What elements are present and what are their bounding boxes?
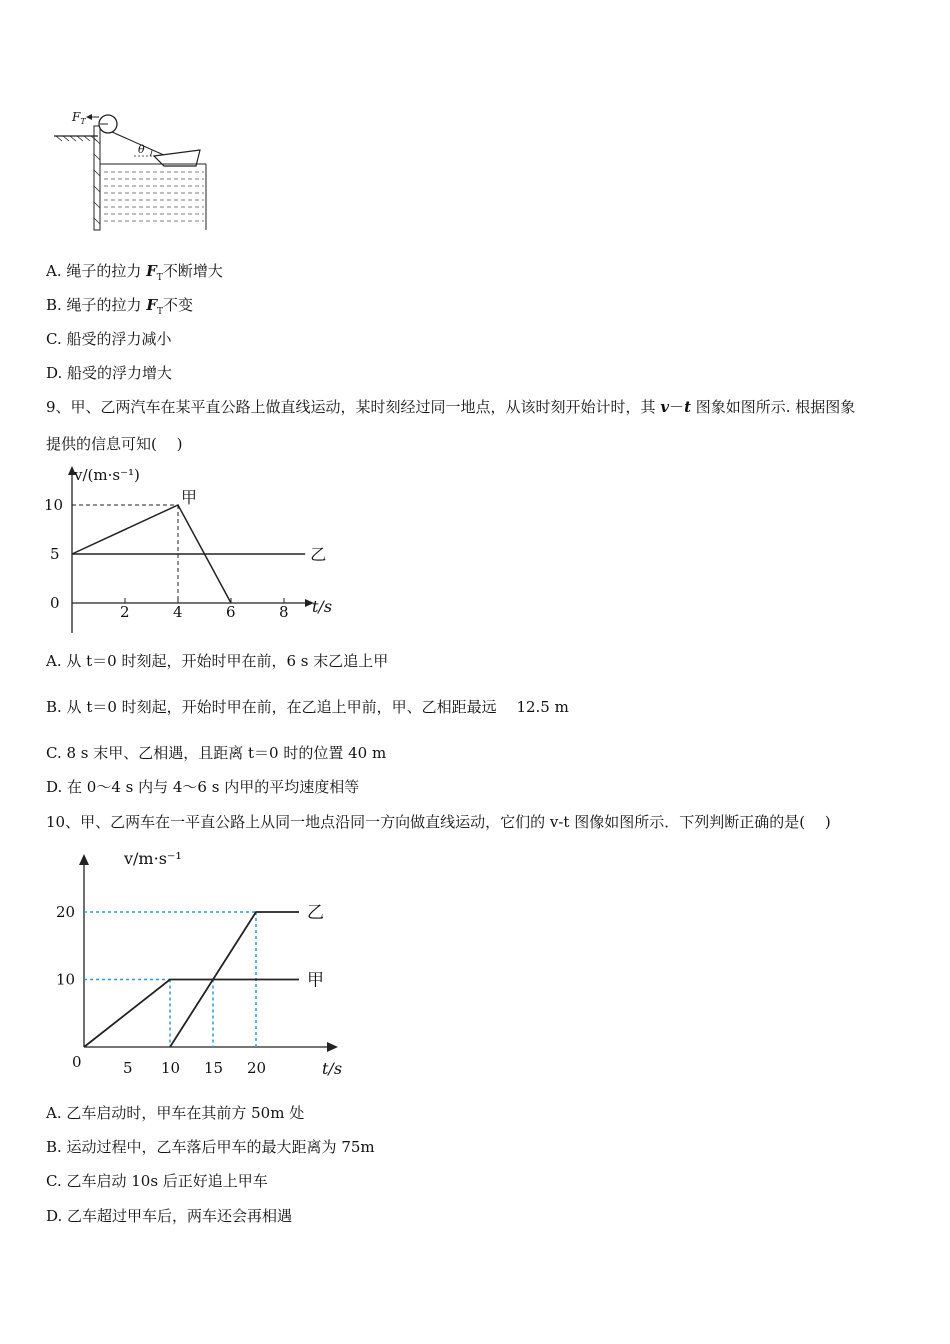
q9-option-c: C. 8 s 末甲、乙相遇，且距离 t＝0 时的位置 40 m	[46, 744, 387, 762]
q9-stem-line1: 9、甲、乙两汽车在某平直公路上做直线运动，某时刻经过同一地点，从该时刻开始计时，其 v－t 图象如图所示. 根据图象	[46, 398, 856, 416]
x-axis-arrow	[327, 1042, 338, 1052]
y-tick-label: 10	[44, 496, 64, 514]
x-tick-label: 2	[120, 603, 130, 621]
x-tick-label: 15	[204, 1059, 224, 1077]
x-axis-label: t/s	[322, 1059, 343, 1078]
y-tick-label: 20	[56, 903, 76, 921]
x-tick-label: 4	[173, 603, 183, 621]
angle-label: θ	[138, 143, 145, 156]
y-axis-label: v/m·s⁻¹	[124, 849, 182, 868]
q10-option-d: D. 乙车超过甲车后，两车还会再相遇	[46, 1207, 293, 1225]
q9-stem-line2: 提供的信息可知( )	[46, 435, 183, 453]
x-axis-label: t/s	[312, 597, 333, 616]
boat-pulley-figure	[50, 108, 220, 233]
q8-option-c: C. 船受的浮力减小	[46, 330, 172, 348]
q10-option-b: B. 运动过程中，乙车落后甲车的最大距离为 75m	[46, 1138, 375, 1156]
q10-stem: 10、甲、乙两车在一平直公路上从同一地点沿同一方向做直线运动，它们的 v-t 图像如图所示．下列判断正确的是( )	[46, 813, 831, 831]
q9-option-a: A. 从 t＝0 时刻起，开始时甲在前，6 s 末乙追上甲	[46, 652, 389, 670]
x-tick-label: 6	[226, 603, 236, 621]
y-tick-label: 5	[50, 545, 60, 563]
q10-option-a: A. 乙车启动时，甲车在其前方 50m 处	[46, 1104, 305, 1122]
x-tick-label: 10	[161, 1059, 181, 1077]
q8-option-b: B. 绳子的拉力 $F_T$不变	[46, 296, 194, 317]
force-label: $F_T$	[72, 110, 86, 126]
y-axis-arrow	[79, 854, 89, 865]
series-label-yi: 乙	[310, 545, 327, 564]
q9-option-d: D. 在 0～4 s 内与 4～6 s 内甲的平均速度相等	[46, 778, 360, 796]
y-tick-label: 0	[50, 594, 60, 612]
y-tick-label: 10	[56, 970, 76, 989]
series-label-jia: 甲	[181, 488, 198, 507]
y-tick-label: 0	[72, 1053, 82, 1071]
q10-vt-chart	[48, 842, 358, 1082]
q10-option-c: C. 乙车启动 10s 后正好追上甲车	[46, 1172, 268, 1190]
series-label-jia: 甲	[307, 970, 324, 991]
q9-option-b: B. 从 t＝0 时刻起，开始时甲在前，在乙追上甲前，甲、乙相距最远 12.5 m	[46, 698, 569, 716]
x-tick-label: 5	[123, 1059, 133, 1077]
x-tick-label: 8	[279, 603, 289, 621]
y-axis-label: v/(m·s⁻¹)	[74, 466, 140, 484]
q8-option-d: D. 船受的浮力增大	[46, 364, 173, 382]
q9-vt-chart	[40, 460, 340, 640]
x-tick-label: 20	[247, 1059, 267, 1077]
q8-option-a: A. 绳子的拉力 $F_T$不断增大	[46, 262, 223, 283]
series-label-yi: 乙	[307, 903, 324, 923]
